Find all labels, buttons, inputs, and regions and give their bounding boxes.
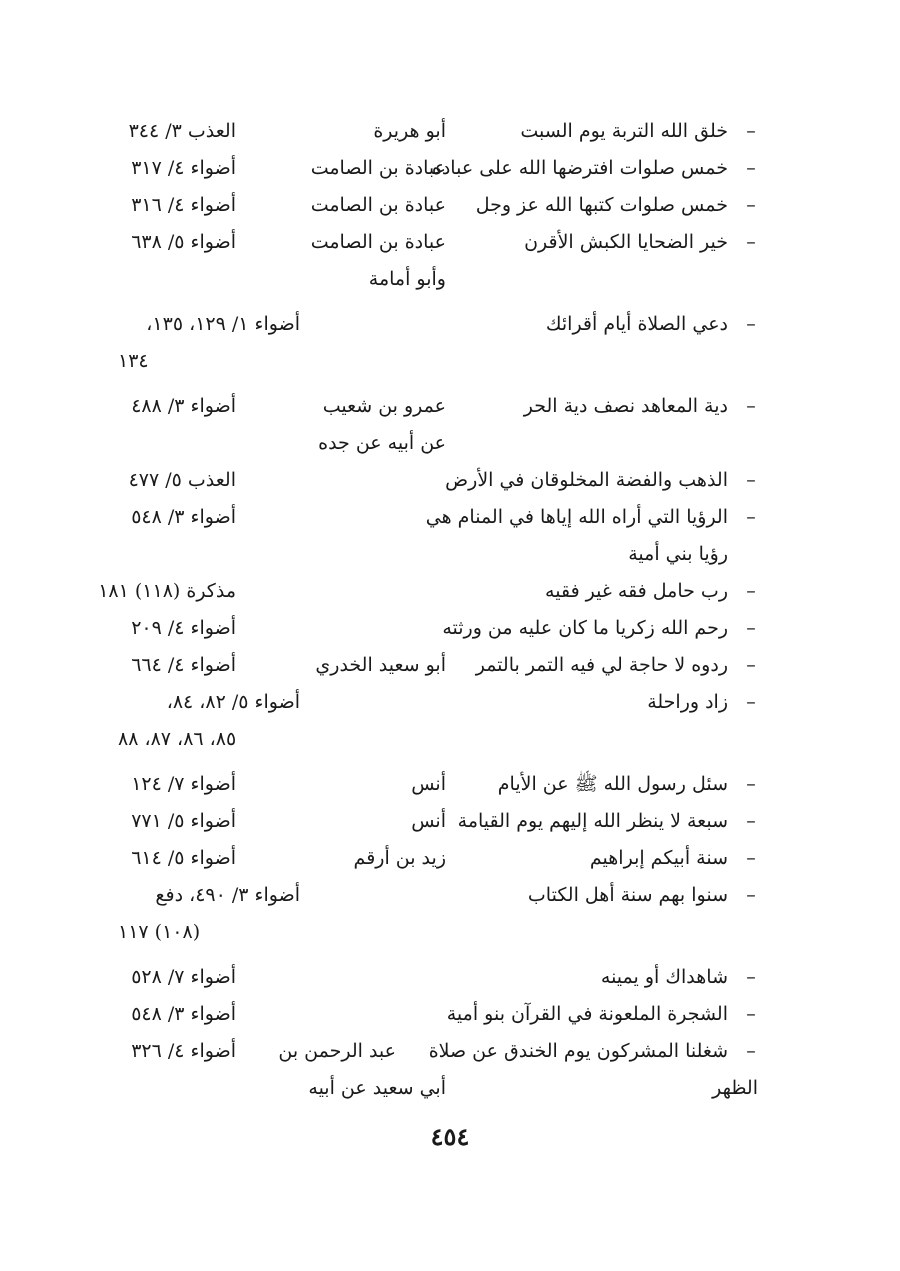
entry-dash: – (746, 654, 756, 676)
index-entry (118, 840, 758, 877)
hadith-continuation: رؤيا بني أمية (628, 543, 728, 565)
source-reference: أضواء ١/ ١٢٩، ١٣٥، (146, 313, 300, 335)
entry-dash: – (746, 395, 756, 417)
narrator: أنس (411, 773, 446, 795)
hadith-text: خلق الله التربة يوم السبت (520, 120, 728, 142)
index-entry (118, 996, 758, 1033)
narrator-continuation: أبي سعيد عن أبيه (308, 1077, 446, 1099)
hadith-text: الشجرة الملعونة في القرآن بنو أمية (446, 1003, 728, 1025)
source-reference: أضواء ٣/ ٤٩٠، دفع (155, 884, 300, 906)
source-reference: أضواء ٤/ ٢٠٩ (131, 617, 236, 639)
narrator-continuation: عن أبيه عن جده (318, 432, 446, 454)
entry-dash: – (746, 773, 756, 795)
entry-dash: – (746, 691, 756, 713)
hadith-text: دعي الصلاة أيام أقرائك (545, 313, 728, 335)
index-entry (118, 113, 758, 150)
narrator: عمرو بن شعيب (322, 395, 446, 417)
hadith-text: رب حامل فقه غير فقيه (545, 580, 728, 602)
index-entry (118, 766, 758, 803)
hadith-text: الذهب والفضة المخلوقان في الأرض (445, 469, 728, 491)
hadith-text: خمس صلوات افترضها الله على عباده (431, 157, 728, 179)
hadith-continuation: الظهر (712, 1077, 758, 1099)
source-continuation: ٨٥، ٨٦، ٨٧، ٨٨ (118, 728, 237, 750)
narrator-continuation: وأبو أمامة (368, 268, 446, 290)
source-reference: أضواء ٤/ ٦٦٤ (131, 654, 236, 676)
source-reference: أضواء ٤/ ٣١٧ (131, 157, 236, 179)
narrator: عبادة بن الصامت (310, 157, 446, 179)
index-entry (118, 684, 758, 766)
narrator: زيد بن أرقم (353, 847, 446, 869)
entry-dash: – (746, 231, 756, 253)
index-entry (118, 388, 758, 462)
narrator: عبادة بن الصامت (310, 231, 446, 253)
entry-dash: – (746, 580, 756, 602)
index-entry (118, 499, 758, 573)
index-entry (118, 877, 758, 959)
hadith-text: سئل رسول الله ﷺ عن الأيام (497, 773, 728, 795)
hadith-index-list (98, 113, 758, 1107)
index-entry (98, 573, 758, 610)
hadith-text: زاد وراحلة (647, 691, 728, 713)
index-entry (118, 462, 758, 499)
source-reference: أضواء ٣/ ٤٨٨ (131, 395, 236, 417)
entry-dash: – (746, 1040, 756, 1062)
entry-dash: – (746, 157, 756, 179)
index-entry (118, 959, 758, 996)
page-number: ٤٥٤ (430, 1122, 470, 1151)
entry-dash: – (746, 617, 756, 639)
entry-dash: – (746, 966, 756, 988)
narrator: أنس (411, 810, 446, 832)
narrator: عبد الرحمن بن (278, 1040, 396, 1062)
hadith-text: سبعة لا ينظر الله إليهم يوم القيامة (457, 810, 728, 832)
source-reference: مذكرة (١١٨) ١٨١ (98, 580, 236, 602)
hadith-text: سنة أبيكم إبراهيم (589, 847, 728, 869)
hadith-text: الرؤيا التي أراه الله إياها في المنام هي (425, 506, 728, 528)
hadith-text: خير الضحايا الكبش الأقرن (524, 231, 728, 253)
source-reference: أضواء ٣/ ٥٤٨ (131, 506, 236, 528)
source-reference: أضواء ٧/ ٥٢٨ (131, 966, 236, 988)
hadith-text: شغلنا المشركون يوم الخندق عن صلاة (428, 1040, 728, 1062)
entry-dash: – (746, 120, 756, 142)
index-entry (118, 803, 758, 840)
entry-dash: – (746, 847, 756, 869)
index-entry (118, 306, 758, 388)
entry-dash: – (746, 884, 756, 906)
narrator: أبو سعيد الخدري (315, 654, 446, 676)
narrator: عبادة بن الصامت (310, 194, 446, 216)
source-continuation: ١٣٤ (118, 350, 149, 372)
hadith-text: ردوه لا حاجة لي فيه التمر بالتمر (475, 654, 728, 676)
source-reference: أضواء ٤/ ٣١٦ (131, 194, 236, 216)
entry-dash: – (746, 506, 756, 528)
source-reference: العذب ٣/ ٣٤٤ (128, 120, 236, 142)
index-entry (118, 187, 758, 224)
hadith-text: شاهداك أو يمينه (600, 966, 728, 988)
hadith-text: رحم الله زكريا ما كان عليه من ورثته (442, 617, 728, 639)
source-reference: العذب ٥/ ٤٧٧ (128, 469, 236, 491)
source-reference: أضواء ٣/ ٥٤٨ (131, 1003, 236, 1025)
entry-dash: – (746, 313, 756, 335)
entry-dash: – (746, 469, 756, 491)
index-entry (118, 150, 758, 187)
hadith-text: دية المعاهد نصف دية الحر (523, 395, 728, 417)
narrator: أبو هريرة (373, 120, 446, 142)
hadith-text: سنوا بهم سنة أهل الكتاب (527, 884, 728, 906)
entry-dash: – (746, 810, 756, 832)
source-reference: أضواء ٥/ ٦١٤ (131, 847, 236, 869)
source-reference: أضواء ٥/ ٦٣٨ (131, 231, 236, 253)
entry-dash: – (746, 194, 756, 216)
index-entry (118, 224, 758, 306)
source-reference: أضواء ٥/ ٧٧١ (131, 810, 236, 832)
source-reference: أضواء ٥/ ٨٢، ٨٤، (166, 691, 300, 713)
index-entry (118, 610, 758, 647)
source-reference: أضواء ٧/ ١٢٤ (131, 773, 236, 795)
source-continuation: (١٠٨) ١١٧ (118, 921, 201, 943)
source-reference: أضواء ٤/ ٣٢٦ (131, 1040, 236, 1062)
hadith-text: خمس صلوات كتبها الله عز وجل (475, 194, 728, 216)
entry-dash: – (746, 1003, 756, 1025)
index-entry (118, 1033, 758, 1107)
index-entry (118, 647, 758, 684)
